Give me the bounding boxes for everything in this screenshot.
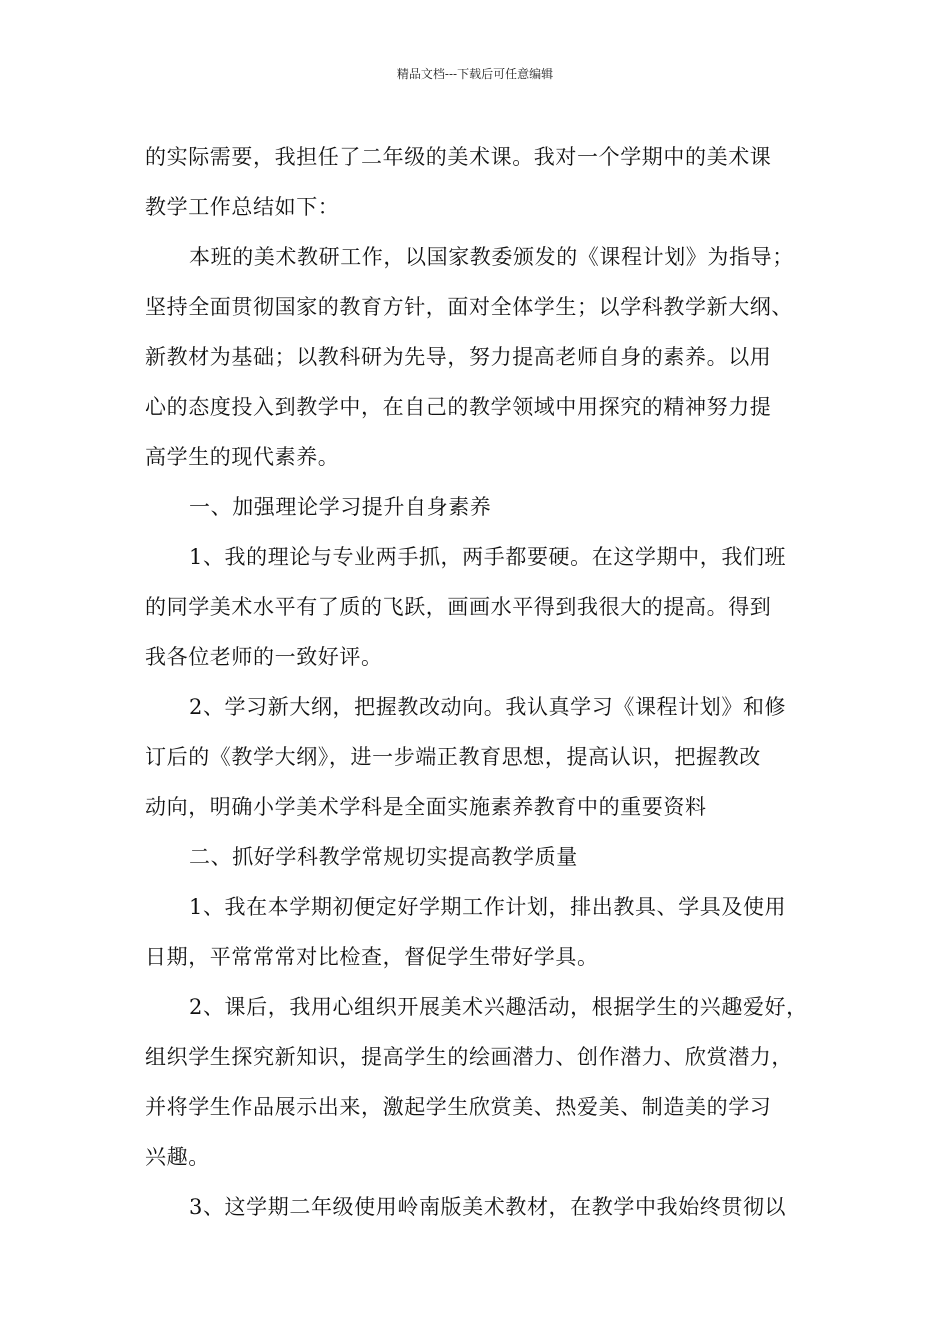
paragraph-line: 1、我在本学期初便定好学期工作计划，排出教具、学具及使用	[189, 895, 787, 919]
text-line: 组织学生探究新知识，提高学生的绘画潜力、创作潜力、欣赏潜力，	[145, 1045, 793, 1069]
text-line: 高学生的现代素养。	[145, 445, 340, 469]
page-header: 精品文档---下载后可任意编辑	[396, 67, 554, 81]
text-line: 订后的《教学大纲》，进一步端正教育思想，提高认识，把握教改	[145, 745, 761, 769]
text-line: 教学工作总结如下：	[145, 195, 340, 219]
paragraph-line: 1、我的理论与专业两手抓，两手都要硬。在这学期中，我们班	[189, 545, 787, 569]
text-line: 的同学美术水平有了质的飞跃，画画水平得到我很大的提高。得到	[145, 595, 772, 619]
paragraph-line: 本班的美术教研工作，以国家教委颁发的《课程计划》为指导；	[189, 245, 794, 269]
text-line: 坚持全面贯彻国家的教育方针，面对全体学生；以学科教学新大纲、	[145, 295, 793, 319]
paragraph-line: 2、课后，我用心组织开展美术兴趣活动，根据学生的兴趣爱好，	[189, 995, 808, 1019]
text-line: 日期，平常常常对比检查，督促学生带好学具。	[145, 945, 599, 969]
text-line: 新教材为基础；以教科研为先导，努力提高老师自身的素养。以用	[145, 345, 772, 369]
document-body	[145, 132, 815, 1232]
text-line: 我各位老师的一致好评。	[145, 645, 383, 669]
text-line: 兴趣。	[145, 1145, 210, 1169]
section-heading: 一、加强理论学习提升自身素养	[189, 495, 492, 519]
paragraph-line: 2、学习新大纲，把握教改动向。我认真学习《课程计划》和修	[189, 695, 787, 719]
section-heading: 二、抓好学科教学常规切实提高教学质量	[189, 845, 578, 869]
paragraph-line: 3、这学期二年级使用岭南版美术教材，在教学中我始终贯彻以	[189, 1195, 787, 1219]
text-line: 动向，明确小学美术学科是全面实施素养教育中的重要资料	[145, 795, 707, 819]
text-line: 并将学生作品展示出来，激起学生欣赏美、热爱美、制造美的学习	[145, 1095, 772, 1119]
text-line: 的实际需要，我担任了二年级的美术课。我对一个学期中的美术课	[145, 145, 772, 169]
text-line: 心的态度投入到教学中，在自己的教学领域中用探究的精神努力提	[145, 395, 772, 419]
